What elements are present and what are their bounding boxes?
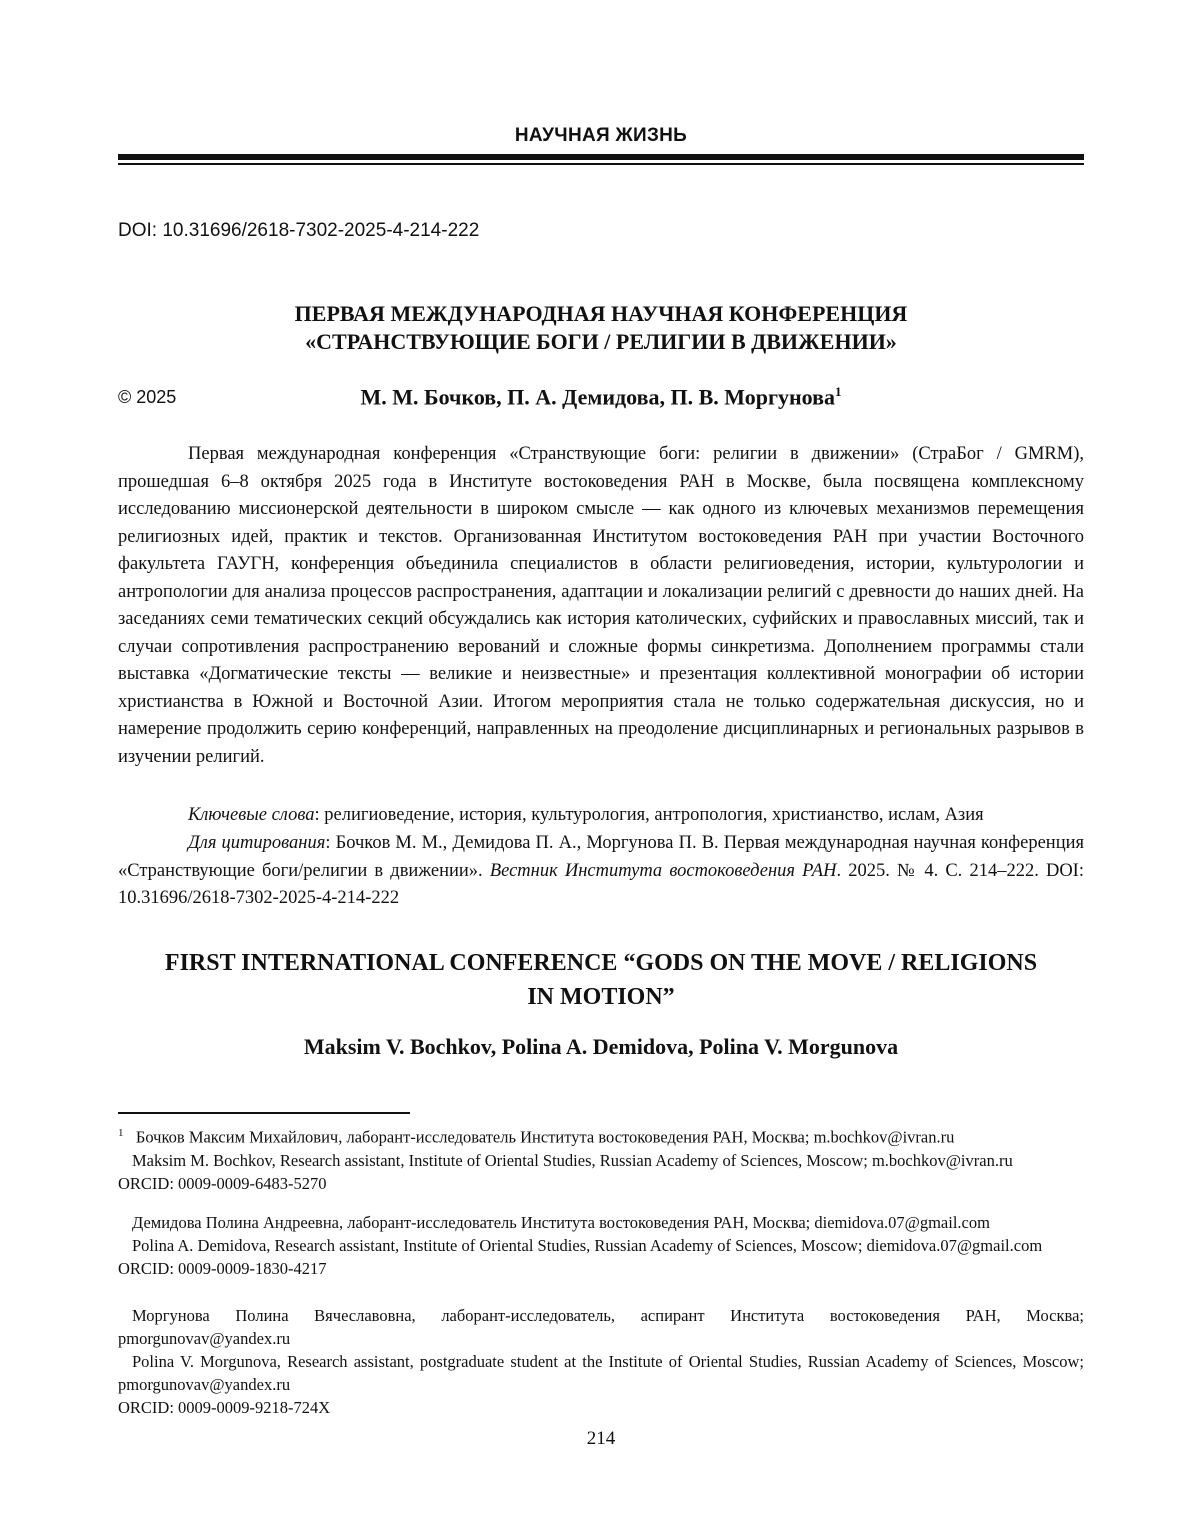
citation xyxy=(118,830,1084,913)
journal-page xyxy=(118,0,1084,1522)
footnote-a1-orcid: ORCID: 0009-0009-6483-5270 xyxy=(118,1173,327,1193)
copyright: © 2025 xyxy=(118,387,177,407)
section-header: НАУЧНАЯ ЖИЗНЬ xyxy=(514,125,688,146)
footnote-number: 1 xyxy=(118,1127,124,1139)
footnote-author-3 xyxy=(118,1304,1084,1419)
footnote-a1-ru: Бочков Максим Михайлович, лаборант-исследователь Института востоковедения РАН, Москва; m.bochkov@ivran.ru xyxy=(135,1127,955,1147)
page-number: 214 xyxy=(586,1428,616,1449)
footnote-a2-orcid: ORCID: 0009-0009-1830-4217 xyxy=(118,1259,327,1278)
citation-label: Для цитирования xyxy=(188,833,326,853)
footnote-ref[interactable]: 1 xyxy=(834,384,842,399)
article-title-en xyxy=(118,946,1084,1014)
citation-text: : Бочков М. М., Демидова П. А., Моргунова П. В. Первая международная научная конференция «Странствующие боги/религии в движении». xyxy=(118,833,1085,881)
header-rule-thin xyxy=(118,163,1084,165)
citation-journal: Вестник Института востоковедения РАН xyxy=(489,860,837,881)
citation-text-end: . 2025. № 4. С. 214–222. DOI: 10.31696/2618-7302-2025-4-214-222 xyxy=(118,860,1084,908)
keywords-label: Ключевые слова xyxy=(188,805,315,825)
authors-en: Maksim V. Bochkov, Polina A. Demidova, Polina V. Morgunova xyxy=(303,1034,899,1059)
doi[interactable]: DOI: 10.31696/2618-7302-2025-4-214-222 xyxy=(118,220,480,241)
footnote-a3-orcid: ORCID: 0009-0009-9218-724X xyxy=(118,1398,331,1417)
footnote-a1-en: Maksim M. Bochkov, Research assistant, Institute of Oriental Studies, Russian Academy of Sciences, Moscow; m.bochkov@ivran.ru xyxy=(132,1150,1013,1170)
header-rule-thick xyxy=(118,154,1084,160)
title-en-line1: FIRST INTERNATIONAL CONFERENCE “GODS ON THE MOVE / RELIGIONS xyxy=(164,950,1038,976)
footnote-author-1 xyxy=(118,1122,1084,1195)
authors-ru xyxy=(118,384,1084,410)
footnote-author-2 xyxy=(118,1211,1084,1280)
article-title-ru xyxy=(118,300,1084,356)
footnote-a2-en: Polina A. Demidova, Research assistant, Institute of Oriental Studies, Russian Academy of Sciences, Moscow; diemidova.07@gmail.com xyxy=(132,1236,1043,1255)
footnote-a2-ru: Демидова Полина Андреевна, лаборант-исследователь Института востоковедения РАН, Москва; diemidova.07@gmail.com xyxy=(132,1213,990,1232)
title-en-line2: IN MOTION” xyxy=(527,984,675,1010)
title-ru-line2: «СТРАНСТВУЮЩИЕ БОГИ / РЕЛИГИИ В ДВИЖЕНИИ» xyxy=(305,329,897,354)
keywords-text: : религиоведение, история, культурология, антропология, христианство, ислам, Азия xyxy=(314,805,984,825)
footnote-rule xyxy=(118,1112,410,1114)
keywords xyxy=(118,802,1084,830)
authors-ru-names: М. М. Бочков, П. А. Демидова, П. В. Моргунова xyxy=(360,384,835,410)
title-ru-line1: ПЕРВАЯ МЕЖДУНАРОДНАЯ НАУЧНАЯ КОНФЕРЕНЦИЯ xyxy=(294,301,908,326)
footnote-a3-en: Polina V. Morgunova, Research assistant, postgraduate student at the Institute of Oriental Studies, Russian Academy of Sciences, Moscow; pmorgunovav@yandex.ru xyxy=(118,1352,1084,1394)
abstract: Первая международная конференция «Странствующие боги: религии в движении» (СтраБог / GMRM), прошедшая 6–8 октября 2025 года в Институте востоковедения РАН в Москве, была посвящена комплексному исследованию миссионерской деятельности в широком смысле — как одного из ключевых механизмов перемещения религиозных идей, практик и текстов. Организованная Институтом востоковедения РАН при участии Восточного факультета ГАУГН, конференция объединила специалистов в области религиоведения, истории, культурологии и антропологии для анализа процессов распространения, адаптации и локализации религий с древности до наших дней. На заседаниях семи тематических секций обсуждались как история католических, суфийских и православных миссий, так и случаи сопротивления распространению верований и сложные формы синкретизма. Дополнением программы стали выставка «Догматические тексты — великие и неизвестные» и презентация коллективной монографии об истории христианства в Южной и Восточной Азии. Итогом мероприятия стала не только содержательная дискуссия, но и намерение продолжить серию конференций, направленных на преодоление дисциплинарных и региональных разрывов в изучении религий. xyxy=(118,444,1084,767)
footnote-a3-ru: Моргунова Полина Вячеславовна, лаборант-исследователь, аспирант Института востоковедения РАН, Москва; pmorgunovav@yandex.ru xyxy=(118,1306,1084,1348)
